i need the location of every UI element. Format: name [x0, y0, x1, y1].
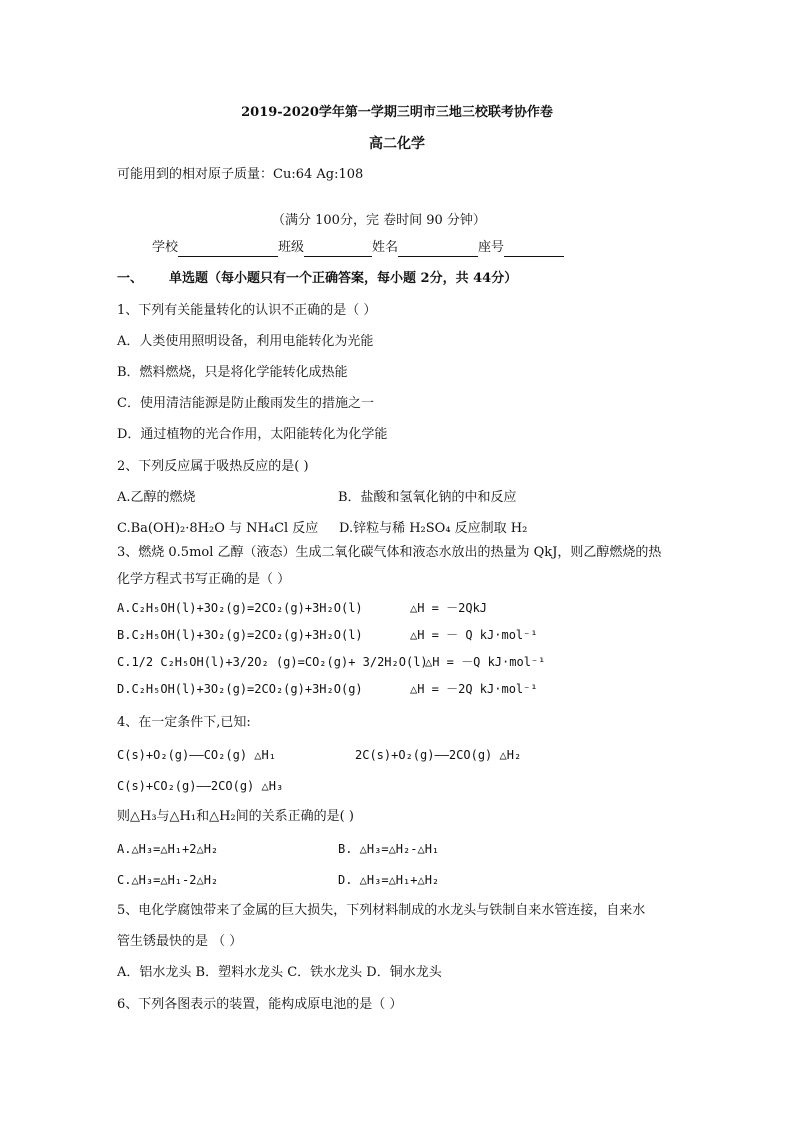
q1-option-b: B．燃料燃烧，只是将化学能转化成热能 — [117, 365, 348, 380]
field-class-label: 班级 — [278, 240, 305, 255]
q4-stem: 4、在一定条件下,已知: — [117, 715, 251, 730]
section-heading — [117, 270, 517, 288]
q2-option-b: B．盐酸和氢氧化钠的中和反应 — [338, 490, 517, 505]
q2-option-c: C.Ba(OH)₂·8H₂O 与 NH₄Cl 反应 — [117, 521, 319, 536]
q3-stem-line2: 化学方程式书写正确的是（ ） — [117, 572, 291, 587]
field-class-blank[interactable] — [304, 242, 372, 257]
q5-stem-line1: 5、电化学腐蚀带来了金属的巨大损失，下列材料制成的水龙头与铁制自来水管连接，自来水 — [117, 903, 646, 918]
field-seat-label: 座号 — [478, 240, 505, 255]
q4-reaction-3: C(s)+CO₂(g)——2CO(g) △H₃ — [117, 779, 284, 793]
q3-option-c-enthalpy: △H = －Q kJ·mol⁻¹ — [425, 655, 546, 669]
q3-option-b-equation: B.C₂H₅OH(l)+3O₂(g)=2CO₂(g)+3H₂O(l) — [117, 628, 363, 642]
q3-option-b-enthalpy: △H = － Q kJ·mol⁻¹ — [410, 628, 538, 642]
q2-option-a: A.乙醇的燃烧 — [117, 490, 196, 505]
q4-reaction-1: C(s)+O₂(g)——CO₂(g) △H₁ — [117, 748, 276, 762]
q4-option-b: B. △H₃=△H₂-△H₁ — [338, 842, 440, 856]
q4-option-d: D. △H₃=△H₁+△H₂ — [338, 873, 440, 887]
q5-stem-line2: 管生锈最快的是 （ ） — [117, 934, 243, 949]
q3-option-c-equation: C.1/2 C₂H₅OH(l)+3/2O₂ (g)=CO₂(g)+ 3/2H₂O(l) — [117, 655, 428, 669]
q4-option-a: A.△H₃=△H₁+2△H₂ — [117, 842, 219, 856]
field-school-blank[interactable] — [178, 242, 278, 257]
atomic-mass-line: 可能用到的相对原子质量：Cu:64 Ag:108 — [117, 167, 364, 182]
q1-option-d: D．通过植物的光合作用，太阳能转化为化学能 — [117, 427, 388, 442]
q1-option-a: A．人类使用照明设备，利用电能转化为光能 — [117, 334, 374, 349]
q4-question: 则△H₃与△H₁和△H₂间的关系正确的是( ) — [117, 809, 354, 824]
field-name-blank[interactable] — [398, 242, 478, 257]
q3-option-d-enthalpy: △H = －2Q kJ·mol⁻¹ — [410, 682, 538, 696]
q3-stem-line1: 3、燃烧 0.5mol 乙醇（液态）生成二氧化碳气体和液态水放出的热量为 QkJ，则乙醇燃烧的热 — [117, 545, 662, 560]
q5-options: A．铝水龙头 B．塑料水龙头 C．铁水龙头 D．铜水龙头 — [117, 965, 442, 980]
q4-option-c: C.△H₃=△H₁-2△H₂ — [117, 873, 219, 887]
q4-reaction-2: 2C(s)+O₂(g)——2CO(g) △H₂ — [355, 748, 522, 762]
field-seat-blank[interactable] — [504, 242, 564, 257]
exam-info: （满分 100分，完 卷时间 90 分钟） — [272, 213, 486, 228]
section-text: 单选题（每小题只有一个正确答案，每小题 2分，共 44分） — [169, 271, 518, 286]
exam-title: 2019-2020学年第一学期三明市三地三校联考协作卷 — [241, 105, 553, 120]
student-info-fields — [152, 239, 564, 257]
field-name-label: 姓名 — [372, 240, 399, 255]
q3-option-a-equation: A.C₂H₅OH(l)+3O₂(g)=2CO₂(g)+3H₂O(l) — [117, 601, 363, 615]
field-school-label: 学校 — [152, 240, 179, 255]
section-number: 一、 — [117, 271, 144, 286]
q3-option-d-equation: D.C₂H₅OH(l)+3O₂(g)=2CO₂(g)+3H₂O(g) — [117, 682, 363, 696]
q1-stem: 1、下列有关能量转化的认识不正确的是（ ） — [117, 303, 377, 318]
q2-stem: 2、下列反应属于吸热反应的是( ) — [117, 459, 309, 474]
q3-option-a-enthalpy: △H = －2QkJ — [410, 601, 488, 615]
q2-option-d: D.锌粒与稀 H₂SO₄ 反应制取 H₂ — [339, 521, 528, 536]
q6-stem: 6、下列各图表示的装置，能构成原电池的是（ ） — [117, 997, 403, 1012]
subject-title: 高二化学 — [369, 136, 425, 152]
q1-option-c: C．使用清洁能源是防止酸雨发生的措施之一 — [117, 396, 374, 411]
